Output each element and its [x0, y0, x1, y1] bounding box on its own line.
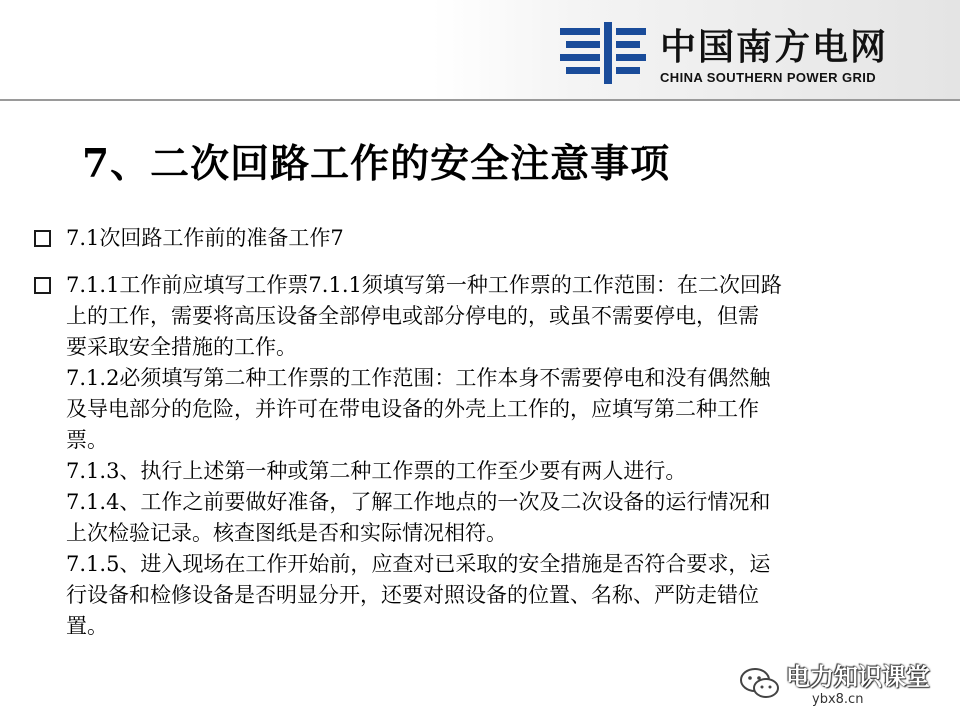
china-southern-power-grid-logo-icon — [560, 22, 646, 84]
logo-english-name: CHINA SOUTHERN POWER GRID — [660, 70, 877, 85]
watermark-url: ybx8.cn — [812, 692, 864, 707]
wechat-icon — [738, 666, 782, 702]
bullet-square-icon — [34, 230, 51, 247]
bullet-item — [66, 223, 950, 254]
watermark-text: 电力知识课堂 — [786, 663, 930, 691]
bullet-text-line: 要采取安全措施的工作。 — [66, 335, 297, 359]
logo-chinese-name: 中国南方电网 — [660, 27, 889, 68]
header-divider — [0, 99, 960, 101]
bullet-text-line: 7.1.4、工作之前要做好准备，了解工作地点的一次及二次设备的运行情况和 — [66, 490, 771, 514]
bullet-text-line: 7.1.3、执行上述第一种或第二种工作票的工作至少要有两人进行。 — [66, 459, 687, 483]
bullet-square-icon — [34, 277, 51, 294]
bullet-text-line: 行设备和检修设备是否明显分开，还要对照设备的位置、名称、严防走错位 — [66, 583, 759, 607]
bullet-text-line: 7.1.5、进入现场在工作开始前，应查对已采取的安全措施是否符合要求，运 — [66, 552, 771, 576]
bullet-text-line: 7.1.1工作前应填写工作票7.1.1须填写第一种工作票的工作范围：在二次回路 — [66, 273, 782, 297]
bullet-text-line: 置。 — [66, 614, 108, 638]
bullet-text-line: 上的工作，需要将高压设备全部停电或部分停电的，或虽不需要停电，但需 — [66, 304, 759, 328]
bullet-text-line: 7.1次回路工作前的准备工作7 — [66, 226, 344, 250]
watermark — [738, 662, 938, 714]
bullet-text-line: 及导电部分的危险，并许可在带电设备的外壳上工作的，应填写第二种工作 — [66, 397, 759, 421]
slide-title: 7、二次回路工作的安全注意事项 — [82, 141, 671, 187]
bullet-text-line: 上次检验记录。核查图纸是否和实际情况相符。 — [66, 521, 507, 545]
bullet-item — [66, 270, 950, 642]
bullet-text-line: 票。 — [66, 428, 108, 452]
bullet-text-line: 7.1.2必须填写第二种工作票的工作范围：工作本身不需要停电和没有偶然触 — [66, 366, 771, 390]
slide-header — [0, 0, 960, 100]
